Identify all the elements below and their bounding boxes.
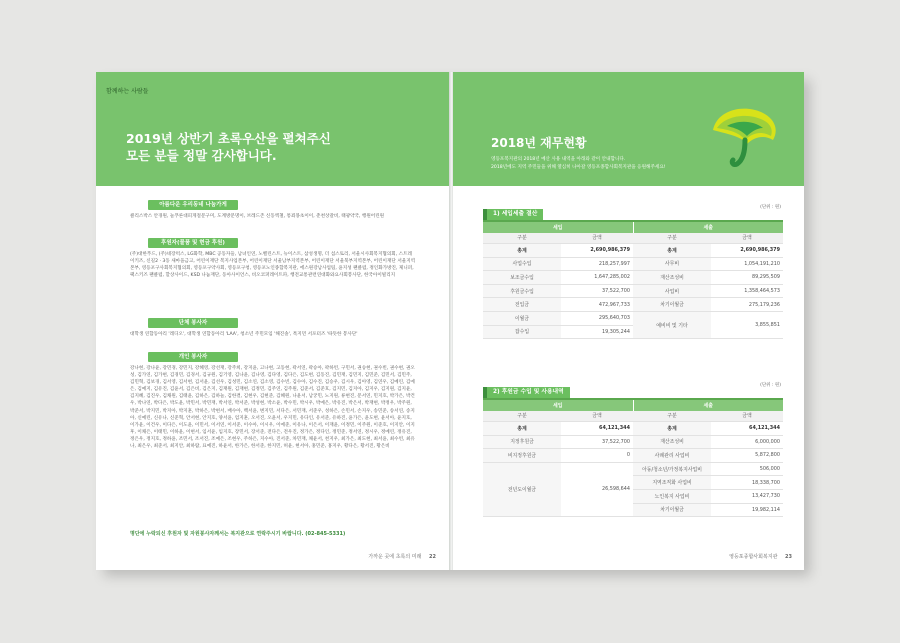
thanks-line-1: 2019년 상반기 초록우산을 펼쳐주신 [126, 131, 331, 146]
settlement-title: 1) 세입세출 결산 [483, 209, 543, 220]
table-row [483, 244, 783, 258]
table-row [483, 284, 783, 298]
table-row [483, 422, 783, 436]
cell: 3,855,851 [711, 311, 783, 338]
cell: 275,179,236 [711, 298, 783, 312]
table-row [483, 449, 783, 463]
cell: 1,358,464,573 [711, 284, 783, 298]
col-amount: 금액 [711, 233, 783, 244]
cell: 총계 [483, 422, 561, 436]
section-text: (주)대한푸드, (주)네장퍽스, LG화학, MBC 공동자들, 남녀인연, 노벨린스트, 뉴이스트, 삼성생명, 더 섬스토리, 서울시사회복지협의회, 스트레이키즈, 신길2 · 3동 새마을금고, 어린이재단 복지사업본부, 어린이재단 서울남부지역본부, 어린이재단 서울북부지역본부, 어린이재단 서울지역본부, 영등포구사회복지협의회, 영등포구약사회, 영등포구청, 영등포노인종합복지관, 에스원강남사업팀, 윤지성 팬클럽, 정인화가방진, 제니퍼, 팩스키즈 팬클럽, 할상사이드, KSD 나눔재단, 동아사이언스, 비오코퍼레이트파, 행전교통관련연대화와요사회봉사단, 한국아이빌리지 [130, 252, 416, 279]
thanks-heading [126, 130, 426, 164]
cell: 사업비 [633, 284, 711, 298]
cell: 5,872,800 [711, 449, 783, 463]
section-title: 후원자(물품 및 현금 후원) [148, 238, 238, 248]
cell: 예비비 및 기타 [633, 311, 711, 338]
right-page [453, 72, 804, 570]
cell: 보조금수입 [483, 271, 561, 285]
donations-table [483, 400, 783, 518]
table-row [483, 271, 783, 285]
cell: 295,640,703 [561, 311, 633, 325]
cell: 재산조성비 [633, 271, 711, 285]
cell: 사무비 [633, 257, 711, 271]
page-number: 22 [429, 554, 436, 560]
cell: 노인복지 사업비 [633, 489, 711, 503]
section-text: 클리스박스 안경원, 늘푸른대피게절문구미, 도계방문명이, 브레드존 신동엑철, 통죄몽초이이, 춘천상갈비, 태광약국, 행원어린원 [130, 214, 385, 219]
cell: 18,338,700 [711, 476, 783, 490]
cell: 차기이월금 [633, 298, 711, 312]
cell: 후원금수입 [483, 284, 561, 298]
cell: 19,982,114 [711, 503, 783, 517]
revenue-header: 세입 [483, 222, 633, 233]
expense-header: 세출 [633, 400, 783, 411]
cell: 64,121,344 [711, 422, 783, 436]
settlement-table [483, 222, 783, 340]
col-item: 구분 [633, 411, 711, 422]
page-label: 가까운 곳에 초록의 미래 [368, 554, 422, 560]
cell: 472,967,733 [561, 298, 633, 312]
revenue-header: 세입 [483, 400, 633, 411]
cell: 아동/청소년/가정복지사업비 [633, 462, 711, 476]
section-title: 아름다운 우리동네 나눔가게 [148, 200, 238, 210]
finance-title: 2018년 재무현황 [491, 136, 587, 150]
cell: 차기이월금 [633, 503, 711, 517]
table-row [483, 435, 783, 449]
cell: 총계 [633, 244, 711, 258]
cell: 37,522,700 [561, 284, 633, 298]
cell: 1,054,191,210 [711, 257, 783, 271]
col-item: 구분 [483, 233, 561, 244]
section-title: 단체 봉사자 [148, 318, 238, 328]
cell: 비지정후원금 [483, 449, 561, 463]
cell: 사례관리 사업비 [633, 449, 711, 463]
section-individual-volunteers [130, 352, 416, 525]
section-group-volunteers [130, 318, 416, 347]
unit-label: (단위 : 원) [760, 383, 781, 388]
cell: 89,295,509 [711, 271, 783, 285]
cell: 사업수입 [483, 257, 561, 271]
col-amount: 금액 [561, 233, 633, 244]
col-amount: 금액 [711, 411, 783, 422]
page-label: 영등포종합사회복지관 [729, 554, 778, 560]
cell: 이월금 [483, 311, 561, 325]
cell: 총계 [633, 422, 711, 436]
footnote: 명단에 누락되신 후원자 및 자원봉사자께서는 복지관으로 연락주시기 바랍니다. (02-845-5331) [130, 531, 346, 537]
col-amount: 금액 [561, 411, 633, 422]
col-item: 구분 [633, 233, 711, 244]
running-head: 함께하는 사람들 [106, 88, 149, 95]
col-item: 구분 [483, 411, 561, 422]
cell: 재산조성비 [633, 435, 711, 449]
cell: 총계 [483, 244, 561, 258]
intro-line-1: 영등포복지관의 2018년 예산 사용 내역을 아래와 같이 안내합니다. [491, 157, 626, 162]
cell: 6,000,000 [711, 435, 783, 449]
cell: 13,427,730 [711, 489, 783, 503]
table-row [483, 257, 783, 271]
cell: 26,598,644 [561, 462, 633, 516]
cell: 2,690,986,379 [711, 244, 783, 258]
section-sharing-shops [130, 200, 416, 235]
left-page [96, 72, 450, 570]
page-number: 23 [785, 554, 792, 560]
section-text: 강나현, 강나윤, 강민경, 강민지, 강혜영, 강선재, 강주희, 강지윤, 고나현, 고동현, 곽서연, 곽승아, 곽하빈, 구민서, 권승현, 권수빈, 권수현, 권오성, 김가연, 김가현, 김경민, 김경서, 김규원, 김기영, 김나윤, 김나영, 김다영, 김다은, 김도현, 김동진, 김민재, 김민지, 김민준, 김민서, 김민주, 김민혁, 김보경, 김서영, 김서현, 김서윤, 김선우, 김성민, 김소연, 김소영, 김수빈, 김수아, 김수진, 김승우, 김시우, 김아영, 김연우, 김예린, 김예은, 김예지, 김유진, 김윤서, 김은비, 김은지, 김재원, 김재현, 김정민, 김주연, 김주원, 김준서, 김준호, 김지민, 김지아, 김지우, 김지원, 김지윤, 김지혜, 김진우, 김채원, 김태윤, 김하은, 김하늘, 김한결, 김현우, 김현준, 김혜원, 나윤서, 남궁민, 노지원, 류현진, 문서연, 민지호, 박가은, 박건우, 박나연, 박다은, 박도윤, 박민서, 박민재, 박서연, 박서준, 박성현, 박소윤, 박수민, 박시우, 박예은, 박유진, 박은서, 박재현, 박정우, 박주원, 박준서, 박지민, 박지아, 박지훈, 박하은, 박현서, 배수아, 백서윤, 변지민, 서다은, 서민재, 서준우, 성하은, 손민서, 손지우, 송민준, 송서연, 송지아, 신예린, 신유나, 신준혁, 안서현, 안지호, 양서윤, 엄지훈, 오서진, 오윤서, 우지민, 유다인, 유서준, 유하진, 윤가은, 윤도현, 윤서아, 윤지호, 이가윤, 이건우, 이다은, 이도윤, 이민서, 이서연, 이서준, 이수아, 이시우, 이예준, 이유나, 이은서, 이재윤, 이정민, 이주원, 이준호, 이지안, 이지후, 이채은, 이태민, 이하윤, 이현서, 임서윤, 임지호, 장민서, 장서준, 전다은, 전우진, 정가은, 정다인, 정민준, 정서연, 정시우, 정예린, 정유진, 정은우, 정지호, 정하윤, 조민서, 조서진, 조예은, 조현우, 주하은, 지수아, 진서준, 차민재, 채윤서, 천지우, 최가은, 최도현, 최서윤, 최수빈, 최유나, 최은우, 최준서, 최지안, 최하람, 표예진, 하윤서, 한가은, 한서준, 한지민, 허윤, 현서아, 홍민준, 홍지우, 황다은, 황서진, 황은비 [130, 366, 415, 450]
cell: 1,647,285,002 [561, 271, 633, 285]
section-text: 대학생 연합동아리 '레디오', 대학생 연합동아리 'LAA', 청소년 주민모임 '해진솔', 톡지먼 서포터즈 '따뜻한 봉사단' [130, 332, 358, 337]
cell: 지정후원금 [483, 435, 561, 449]
table-row [483, 298, 783, 312]
expense-header: 세출 [633, 222, 783, 233]
thanks-line-2: 모든 분들 정말 감사합니다. [126, 148, 277, 163]
cell: 2,690,986,379 [561, 244, 633, 258]
donations-section [483, 378, 783, 517]
cell: 37,522,700 [561, 435, 633, 449]
cell: 전년도이월금 [483, 462, 561, 516]
cell: 506,000 [711, 462, 783, 476]
settlement-section [483, 200, 783, 339]
cell: 지역조직화 사업비 [633, 476, 711, 490]
right-page-footer [729, 553, 792, 560]
cell: 19,305,244 [561, 325, 633, 339]
section-donors [130, 238, 416, 309]
left-page-footer [368, 553, 436, 560]
umbrella-logo-icon [703, 100, 783, 180]
cell: 0 [561, 449, 633, 463]
table-row [483, 311, 783, 325]
intro-line-2: 2018년에도 지역 주민들을 위해 열심히 나아갈 영등포종합사회복지관을 응원해주세요! [491, 165, 666, 170]
cell: 전입금 [483, 298, 561, 312]
section-title: 개인 봉사자 [148, 352, 238, 362]
cell: 64,121,344 [561, 422, 633, 436]
cell: 잡수입 [483, 325, 561, 339]
cell: 218,257,997 [561, 257, 633, 271]
table-row [483, 462, 783, 476]
unit-label: (단위 : 원) [760, 205, 781, 210]
donations-title: 2) 후원금 수입 및 사용내역 [483, 387, 570, 398]
left-header-band [96, 72, 450, 186]
